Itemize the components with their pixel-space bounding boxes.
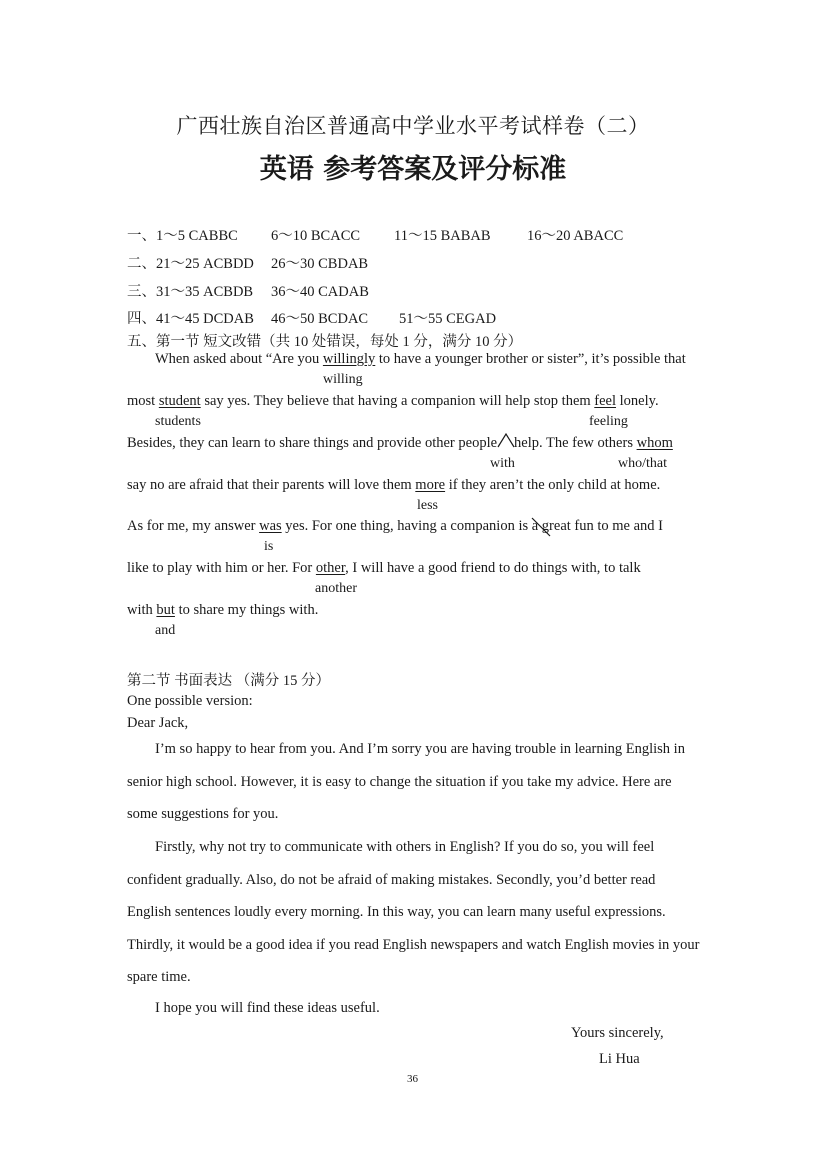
correction-line-7: with but to share my things with. — [127, 602, 319, 618]
page-number: 36 — [407, 1073, 418, 1085]
correction-word: another — [315, 581, 357, 596]
page-title: 广西壮族自治区普通高中学业水平考试样卷（二） — [176, 114, 650, 138]
section5-heading: 五、第一节 短文改错（共 10 处错误，每处 1 分，满分 10 分） — [127, 334, 523, 350]
signature: Li Hua — [599, 1051, 640, 1067]
document-subtitle: 英语 参考答案及评分标准 — [259, 154, 567, 185]
essay-line: spare time. — [127, 969, 191, 985]
essay-line: confident gradually. Also, do not be afraid of making mistakes. Secondly, you’d better read — [127, 872, 656, 888]
answer-row2-b: 26～30 CBDAB — [271, 256, 369, 272]
correction-line-5: As for me, my answer was yes. For one thing, having a companion is a great fun to me and I — [127, 518, 663, 534]
correction-word: is — [264, 539, 274, 554]
answer-row1-d: 16～20 ABACC — [527, 228, 624, 244]
error-word: but — [156, 602, 175, 618]
error-word: student — [158, 393, 201, 409]
essay-line: senior high school. However, it is easy to change the situation if you take my advice. Here are — [127, 774, 672, 790]
version-label: One possible version: — [127, 693, 253, 709]
answer-row1-b: 6～10 BCACC — [271, 228, 361, 244]
correction-word: with — [490, 456, 515, 471]
essay-line: some suggestions for you. — [127, 806, 279, 822]
correction-line-6: like to play with him or her. For other, I will have a good friend to do things with, to talk — [127, 560, 641, 576]
correction-word: who/that — [618, 456, 667, 471]
correction-word: feeling — [589, 414, 628, 429]
correction-line-4: say no are afraid that their parents will love them more if they aren’t the only child at home. — [127, 477, 661, 493]
correction-word: students — [155, 414, 201, 429]
essay-line: Firstly, why not try to communicate with others in English? If you do so, you will feel — [155, 839, 655, 855]
essay-line: I’m so happy to hear from you. And I’m sorry you are having trouble in learning English in — [155, 741, 685, 757]
correction-line-3: Besides, they can learn to share things and provide other people help. The few others whom — [127, 435, 673, 451]
answer-row3-b: 36～40 CADAB — [271, 284, 369, 300]
answer-row1-a: 一、1～5 CABBC — [127, 228, 238, 244]
essay-line: Thirdly, it would be a good idea if you read English newspapers and watch English movies in your — [127, 937, 700, 953]
correction-word: less — [417, 498, 438, 513]
essay-line: I hope you will find these ideas useful. — [155, 1000, 380, 1016]
deletion-slash-icon — [530, 516, 552, 538]
answer-row2-a: 二、21～25 ACBDD — [127, 256, 254, 272]
correction-line-1: When asked about “Are you willingly to have a younger brother or sister”, it’s possible that — [155, 351, 686, 367]
correction-word: and — [155, 623, 176, 638]
correction-word: willing — [323, 372, 363, 387]
error-word: was — [259, 518, 282, 534]
salutation: Dear Jack, — [127, 715, 189, 731]
error-word: feel — [594, 393, 617, 409]
error-word: more — [415, 477, 446, 493]
essay-line: English sentences loudly every morning. In this way, you can learn many useful expressions. — [127, 904, 666, 920]
answer-row1-c: 11～15 BABAB — [394, 228, 491, 244]
answer-row4-b: 46～50 BCDAC — [271, 311, 369, 327]
error-word: whom — [636, 435, 673, 451]
error-word: willingly — [322, 351, 376, 367]
error-word: other — [315, 560, 346, 576]
answer-row3-a: 三、31～35 ACBDB — [127, 284, 254, 300]
answer-row4-a: 四、41～45 DCDAB — [127, 311, 254, 327]
answer-row4-c: 51～55 CEGAD — [399, 311, 497, 327]
closing: Yours sincerely, — [571, 1025, 664, 1041]
insertion-caret-icon — [497, 432, 515, 448]
correction-line-2: most student say yes. They believe that having a companion will help stop them feel lonely. — [127, 393, 659, 409]
section2-heading: 第二节 书面表达 （满分 15 分） — [127, 673, 330, 689]
